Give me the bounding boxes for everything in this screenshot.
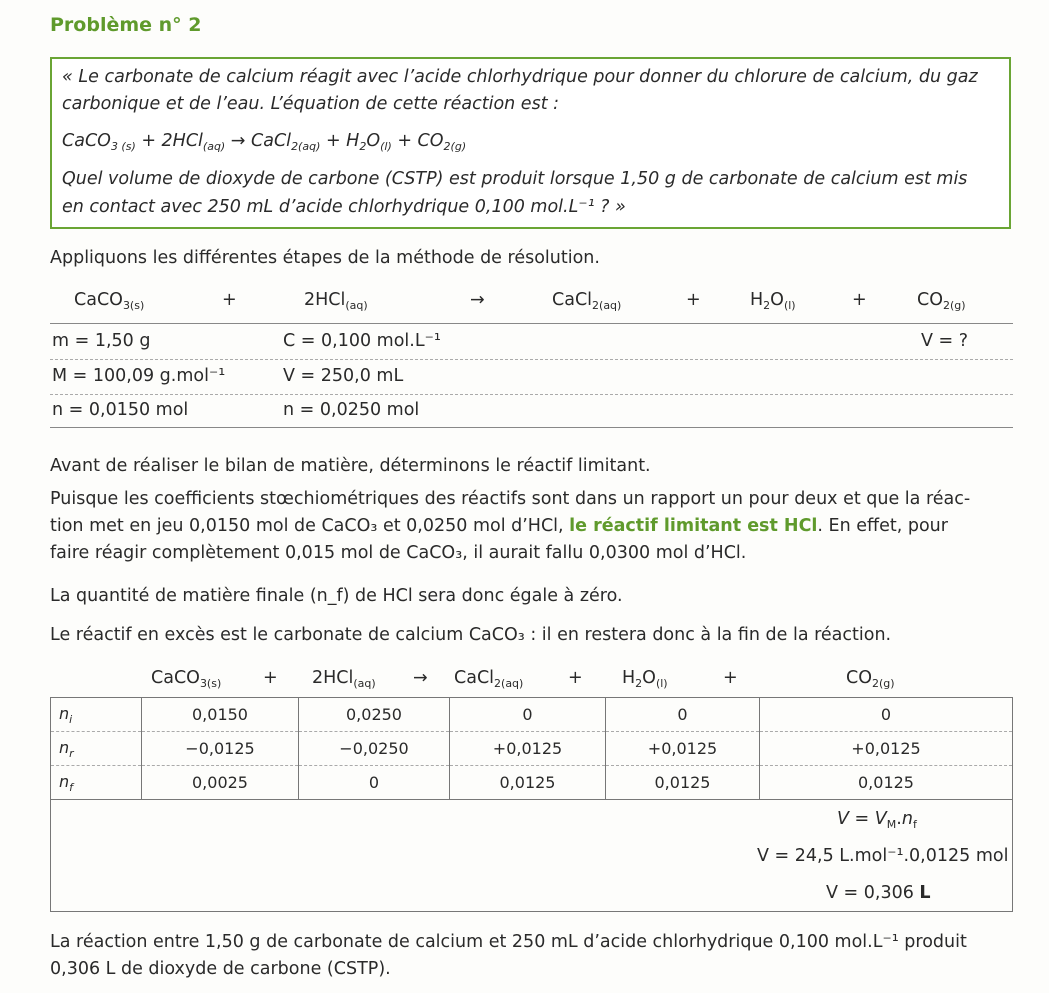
t1-r2c1: M = 100,09 g.mol⁻¹	[52, 366, 226, 386]
table-cell: −0,0125	[142, 732, 299, 766]
table-cell: 0,0150	[142, 698, 299, 732]
t1-h-plus2: +	[686, 290, 701, 310]
calc-result	[826, 883, 931, 903]
t1-h-hcl: 2HCl$_{(aq)}$	[304, 290, 368, 312]
limiting-intro: Avant de réaliser le bilan de matière, déterminons le réactif limitant.	[50, 456, 651, 476]
table-cell: +0,0125	[760, 732, 1013, 766]
table-cell: 0,0125	[606, 766, 760, 800]
calc-substitution: V = 24,5 L.mol⁻¹.0,0125 mol	[757, 846, 1009, 866]
t1-h-h2o: $H_2O_{(l)}$	[750, 290, 796, 312]
table-cell: −0,0250	[299, 732, 450, 766]
table-cell: 0	[450, 698, 606, 732]
table-row	[51, 766, 1013, 800]
final-quantity-text: La quantité de matière finale (n_f) de HCl sera donc égale à zéro.	[50, 586, 623, 606]
row-label: $n_i$	[51, 698, 142, 732]
volume-calculation-box	[50, 800, 1013, 912]
t1-h-caco3: CaCO$_{3(s)}$	[74, 290, 145, 312]
t1-h-plus1: +	[222, 290, 237, 310]
para-line-2	[50, 516, 948, 536]
quote-line-1: « Le carbonate de calcium réagit avec l’acide chlorhydrique pour donner du chlorure de calcium, du gaz	[62, 67, 978, 87]
t1-r3c2: n = 0,0250 mol	[283, 400, 420, 420]
t2-h-arrow: →	[413, 668, 428, 688]
reaction-equation: CaCO$_{3 (s)}$ + 2HCl$_{(aq)}$ → CaCl$_{2(aq)}$ + $H_2O_{(l)} + CO_{2(g)}$	[62, 131, 467, 153]
table-cell: 0,0025	[142, 766, 299, 800]
table-cell: 0	[760, 698, 1013, 732]
table-cell: +0,0125	[606, 732, 760, 766]
table-cell: +0,0125	[450, 732, 606, 766]
conclusion-line-1: La réaction entre 1,50 g de carbonate de calcium et 250 mL d’acide chlorhydrique 0,100 mol.L⁻¹ produit	[50, 932, 967, 952]
t1-r1c3: V = ?	[921, 331, 969, 351]
t1-r2c2: V = 250,0 mL	[283, 366, 404, 386]
t2-h-hcl: 2HCl$_{(aq)}$	[312, 668, 376, 690]
para-line-2-c: . En effet, pour	[817, 516, 948, 536]
t2-h-h2o: $H_2O_{(l)}$	[622, 668, 668, 690]
intro-text: Appliquons les différentes étapes de la méthode de résolution.	[50, 248, 600, 268]
t1-h-co2: $CO_{2(g)}$	[917, 290, 966, 312]
t2-h-co2: $CO_{2(g)}$	[846, 668, 895, 690]
table-cell: 0,0125	[760, 766, 1013, 800]
calc-formula: $V = V_M.n_f$	[837, 809, 917, 831]
table-row	[51, 732, 1013, 766]
conclusion-line-2: 0,306 L de dioxyde de carbone (CSTP).	[50, 959, 391, 979]
problem-title: Problème n° 2	[50, 14, 202, 36]
row-label: $n_r$	[51, 732, 142, 766]
quote-line-5: en contact avec 250 mL d’acide chlorhydrique 0,100 mol.L⁻¹ ? »	[62, 197, 626, 217]
quote-line-2: carbonique et de l’eau. L’équation de cette réaction est :	[62, 94, 560, 114]
t1-h-plus3: +	[852, 290, 867, 310]
para-line-1: Puisque les coefficients stœchiométriques des réactifs sont dans un rapport un pour deux et que la réac-	[50, 489, 971, 509]
table-cell: 0	[299, 766, 450, 800]
t1-r1c2: C = 0,100 mol.L⁻¹	[283, 331, 441, 351]
reaction-table	[50, 697, 1013, 800]
t1-h-arrow: →	[470, 290, 485, 310]
table-row	[51, 698, 1013, 732]
t1-h-cacl2: CaCl$_{2(aq)}$	[552, 290, 622, 312]
t2-h-caco3: CaCO$_{3(s)}$	[151, 668, 222, 690]
row-label: $n_f$	[51, 766, 142, 800]
t2-h-plus3: +	[723, 668, 738, 688]
t2-h-cacl2: CaCl$_{2(aq)}$	[454, 668, 524, 690]
problem-statement-box	[50, 57, 1011, 229]
quote-line-4: Quel volume de dioxyde de carbone (CSTP) est produit lorsque 1,50 g de carbonate de calcium est mis	[62, 169, 968, 189]
t2-h-plus1: +	[263, 668, 278, 688]
t1-r3c1: n = 0,0150 mol	[52, 400, 189, 420]
excess-reagent-text: Le réactif en excès est le carbonate de calcium CaCO₃ : il en restera donc à la fin de la réaction.	[50, 625, 892, 645]
table-cell: 0,0125	[450, 766, 606, 800]
limiting-reagent-highlight: le réactif limitant est HCl	[569, 516, 818, 536]
t1-r1c1: m = 1,50 g	[52, 331, 151, 351]
para-line-3: faire réagir complètement 0,015 mol de CaCO₃, il aurait fallu 0,0300 mol d’HCl.	[50, 543, 747, 563]
table-cell: 0	[606, 698, 760, 732]
calc-result-value: V = 0,306	[826, 883, 920, 903]
t2-h-plus2: +	[568, 668, 583, 688]
para-line-2-a: tion met en jeu 0,0150 mol de CaCO₃ et 0,0250 mol d’HCl,	[50, 516, 570, 536]
table-cell: 0,0250	[299, 698, 450, 732]
calc-result-unit: L	[919, 883, 931, 903]
